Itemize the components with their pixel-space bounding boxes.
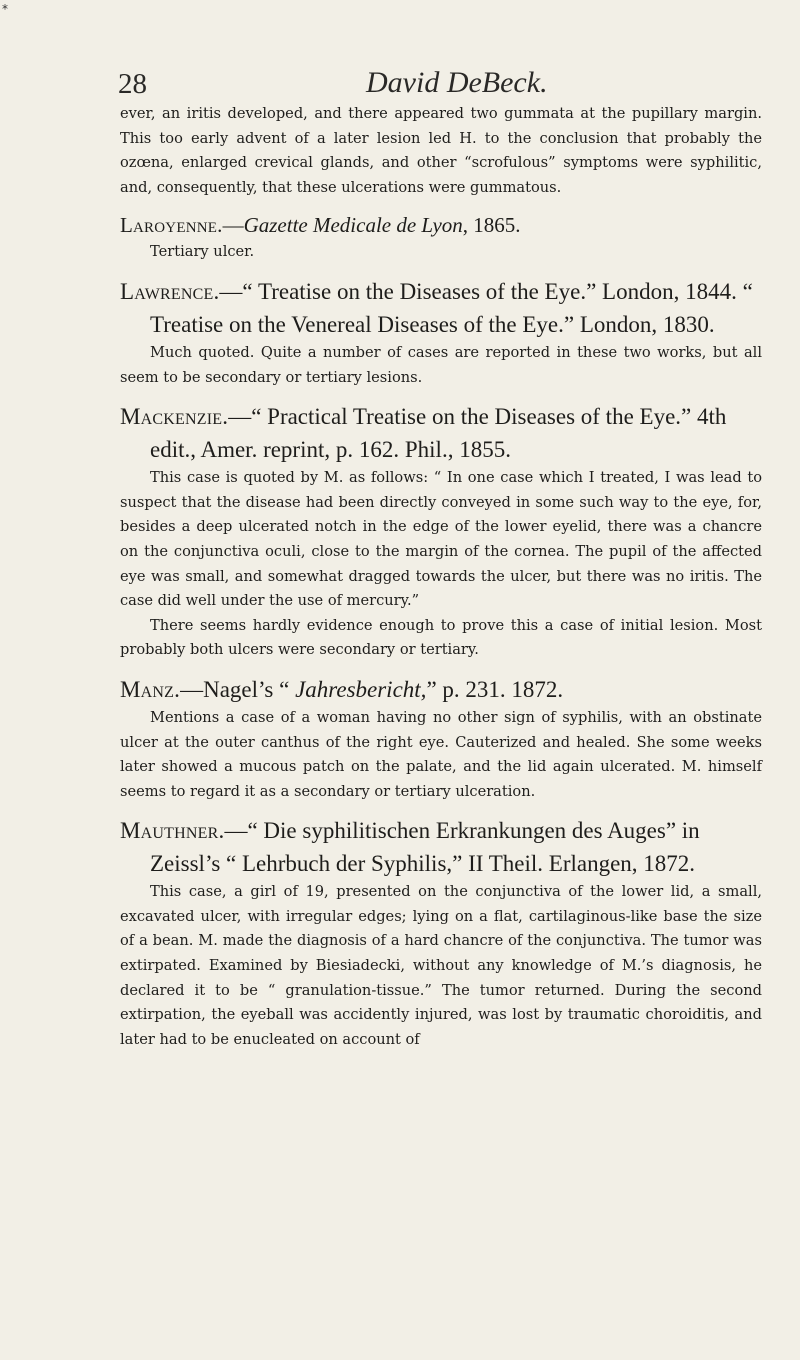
entry-title xyxy=(120,673,762,706)
corner-mark: * xyxy=(2,2,8,16)
entry-note: Mentions a case of a woman having no other sign of syphilis, with an obstinate ulcer at the outer canthus of the right eye. Cauterized and healed. She some weeks later showed a mucous patch on the palate, and the lid again ulcerated. M. himself seems to regard it as a secondary or tertiary ulceration. xyxy=(120,708,762,800)
entry-title xyxy=(120,400,762,466)
entry-author: Lawrence. xyxy=(120,278,220,304)
entry-title-italic: Jahresbericht, xyxy=(295,676,427,702)
running-title: David DeBeck. xyxy=(366,66,548,99)
entry-note: Much quoted. Quite a number of cases are reported in these two works, but all seem to be secondary or tertiary lesions. xyxy=(120,343,762,386)
entry-title xyxy=(120,275,762,341)
bibliography-entry-manz xyxy=(120,673,762,804)
entry-dash: — xyxy=(224,818,248,844)
bibliography-entry-mauthner xyxy=(120,814,762,1052)
entry-title xyxy=(120,814,762,880)
entry-title-rest: , 1865. xyxy=(462,213,521,238)
entry-title-italic: Gazette Medicale de Lyon xyxy=(243,213,463,238)
entry-title-plain: “ Treatise on the Diseases of the Eye.” London, 1844. “ Treatise on the Venereal Diseases of the Eye.” London, 1830. xyxy=(150,278,753,337)
entry-title-plain: “ Die syphilitischen Erkrankungen des Auges” in Zeissl’s “ Lehrbuch der Syphilis,” II Theil. Erlangen, 1872. xyxy=(150,818,700,877)
entry-dash: — xyxy=(219,278,243,304)
entry-note: Tertiary ulcer. xyxy=(150,243,255,261)
entry-title-rest: ” p. 231. 1872. xyxy=(426,676,564,702)
entry-dash: — xyxy=(222,213,244,238)
entry-author: Laroyenne. xyxy=(120,213,223,238)
bibliography-entry-mackenzie xyxy=(120,400,762,663)
bibliography-entry-lawrence xyxy=(120,275,762,390)
entry-dash: — xyxy=(228,404,252,430)
entry-dash: — xyxy=(180,676,204,702)
bibliography-entry-laroyenne xyxy=(120,210,762,265)
entry-author: Manz. xyxy=(120,676,181,702)
entry-title xyxy=(120,210,762,240)
entry-author: Mackenzie. xyxy=(120,404,229,430)
entry-author: Mauthner. xyxy=(120,818,225,844)
entry-title-plain: Nagel’s “ xyxy=(203,676,296,702)
entry-note: There seems hardly evidence enough to prove this a case of initial lesion. Most probably both ulcers were secondary or tertiary. xyxy=(120,616,762,659)
entry-title-plain: “ Practical Treatise on the Diseases of the Eye.” 4th edit., Amer. reprint, p. 162. Phil., 1855. xyxy=(150,404,727,463)
page-number: 28 xyxy=(118,68,147,100)
entry-note: This case, a girl of 19, presented on the conjunctiva of the lower lid, a small, excavated ulcer, with irregular edges; lying on a flat, cartilaginous-like base the size of a bean. M. made the diagnosis of a hard chancre of the conjunctiva. The tumor was extirpated. Examined by Biesiadecki, without any knowledge of M.’s diagnosis, he declared it to be “ granulation-tissue.” The tumor returned. During the second extirpation, the eyeball was accidently injured, was lost by traumatic choroiditis, and later had to be enucleated on account of xyxy=(120,883,762,1048)
opening-paragraph: ever, an iritis developed, and there appeared two gummata at the pupillary margin. This too early advent of a later lesion led H. to the conclusion that probably the ozœna, enlarged crevical glands, and other “scrofulous” symptoms were syphilitic, and, consequently, that these ulcerations were gummatous. xyxy=(120,105,762,196)
entry-note: This case is quoted by M. as follows: “ In one case which I treated, I was lead to suspect that the disease had been directly conveyed in some such way to the eye, for, besides a deep ulcerated notch in the edge of the lower eyelid, there was a chancre on the conjunctiva oculi, close to the margin of the cornea. The pupil of the affected eye was small, and somewhat dragged towards the ulcer, but there was no iritis. The case did well under the use of mercury.” xyxy=(120,469,762,610)
